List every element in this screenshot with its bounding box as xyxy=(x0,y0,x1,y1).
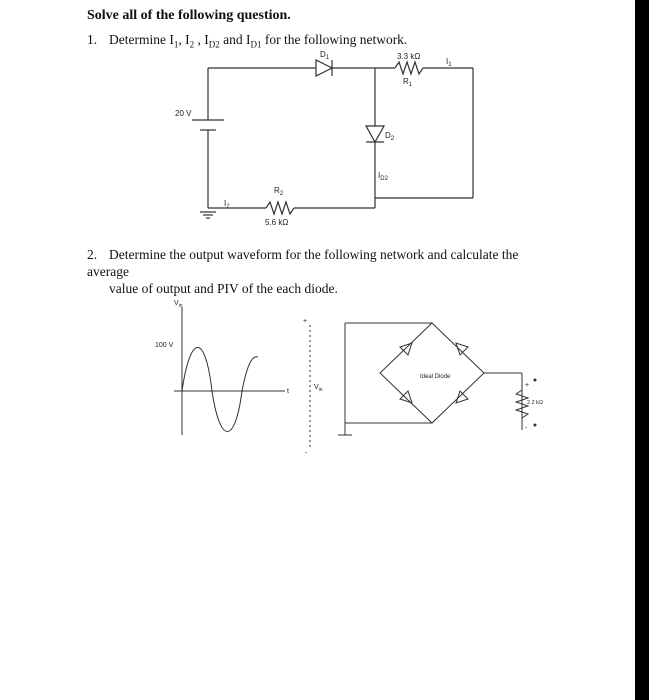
vin-plus-label: + xyxy=(303,318,308,325)
question-2 xyxy=(87,246,557,297)
load-plus-label: + xyxy=(525,382,530,389)
circuit-figure-2 xyxy=(150,295,560,465)
ideal-diode-label: Ideal Diode xyxy=(420,374,451,380)
load-minus-label: - xyxy=(525,425,528,432)
input-sine-wave xyxy=(182,347,258,431)
diode-d1 xyxy=(316,60,332,76)
i1-subscript: 1 xyxy=(173,39,179,50)
amplitude-label: 100 V xyxy=(155,342,174,349)
bridge-diode-3 xyxy=(400,391,412,403)
d2-label: $D_2$ xyxy=(385,131,395,142)
load-minus-dot xyxy=(534,424,536,426)
right-frame-bar xyxy=(635,0,649,700)
page-heading: Solve all of the following question. xyxy=(87,8,291,23)
vin-minus-label: - xyxy=(305,450,308,457)
i1-label: $I_1$ xyxy=(446,57,452,68)
id2-label: $I_{D2}$ xyxy=(378,171,388,182)
id1-subscript: D1 xyxy=(250,39,262,50)
circuit-figure-1 xyxy=(170,48,490,238)
question-2-line-2: value of output and PIV of the each diode. xyxy=(109,281,338,296)
resistor-r1 xyxy=(395,62,423,74)
bridge-diode-1 xyxy=(400,343,412,355)
question-2-number: 2. xyxy=(87,247,98,262)
question-2-line-1: Determine the output waveform for the following network and calculate the average xyxy=(87,247,519,279)
r2-value-label: 5.6 kΩ xyxy=(265,218,289,227)
r1-value-label: 3.3 kΩ xyxy=(397,52,421,61)
source-voltage-label: 20 V xyxy=(175,109,192,118)
load-value-label: 2.2 kΩ xyxy=(527,400,544,406)
vin-label: $V_{in}$ xyxy=(314,384,323,393)
diode-d2 xyxy=(366,126,384,142)
load-plus-dot xyxy=(534,379,536,381)
question-1-text-start: Determine I xyxy=(109,32,174,47)
r1-label: $R_1$ xyxy=(403,77,413,88)
question-1: 1. Determine $I_1$, $I_2$ , $I_{D2}$ and $I_{D1}$ for the following network. xyxy=(87,32,408,50)
r2-label: $R_2$ xyxy=(274,186,284,197)
d1-label: $D_1$ xyxy=(320,50,330,61)
resistor-r2 xyxy=(266,202,294,214)
id2-subscript: D2 xyxy=(208,39,220,50)
bridge-diode-4 xyxy=(456,391,468,403)
vin-axis-label: $V_{in}$ xyxy=(174,300,183,309)
time-axis-label: t xyxy=(287,388,289,395)
bridge-diamond xyxy=(380,323,484,423)
i2-subscript: 2 xyxy=(189,39,195,50)
question-1-number: 1. xyxy=(87,32,98,47)
bridge-diode-2 xyxy=(456,343,468,355)
question-1-text-end: for the following network. xyxy=(261,32,408,47)
i2-label: $I_2$ xyxy=(224,199,230,210)
